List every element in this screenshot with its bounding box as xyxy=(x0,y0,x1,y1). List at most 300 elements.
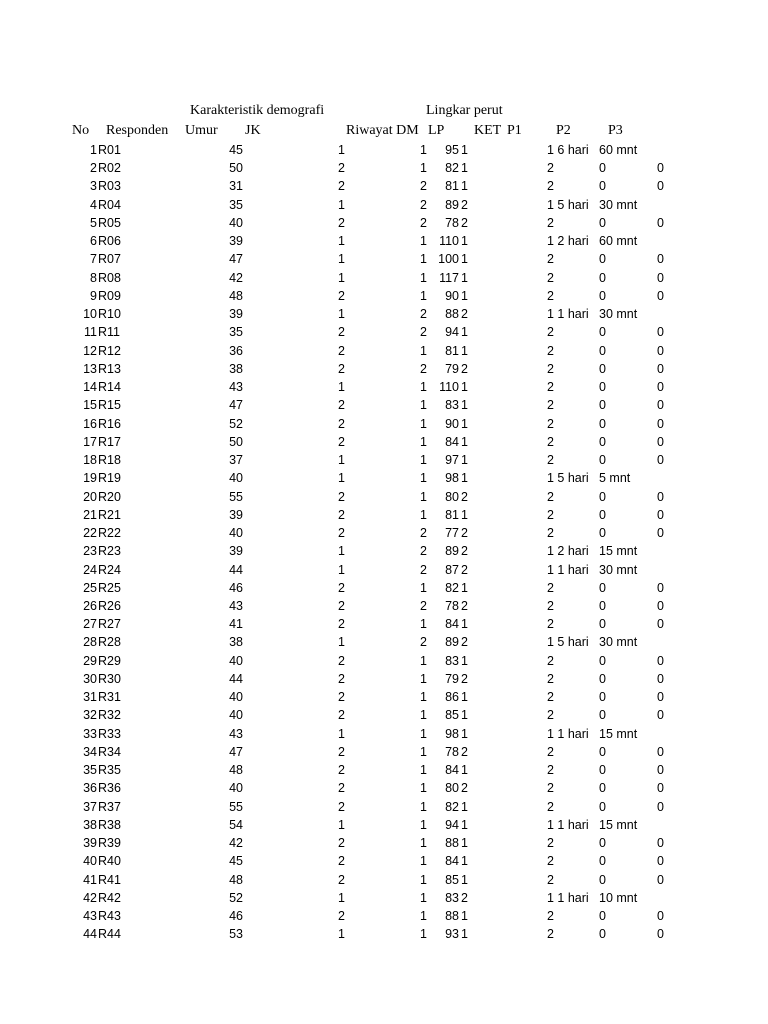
row-number: 23 xyxy=(83,544,97,559)
p1-value: 2 xyxy=(547,690,554,705)
table-row xyxy=(0,159,768,177)
ket-value: 1 xyxy=(461,690,468,705)
row-number: 18 xyxy=(83,453,97,468)
umur-value: 44 xyxy=(229,671,243,686)
p3-value: 0 xyxy=(657,252,664,267)
p1-value: 2 xyxy=(547,398,554,413)
jk-value: 1 xyxy=(338,562,345,577)
respondent-id: R06 xyxy=(98,234,121,249)
lp-value: 88 xyxy=(445,909,459,924)
respondent-id: R07 xyxy=(98,252,121,267)
table-row xyxy=(0,415,768,433)
ket-value: 2 xyxy=(461,526,468,541)
lp-value: 89 xyxy=(445,197,459,212)
p1-value: 2 xyxy=(547,580,554,595)
row-number: 44 xyxy=(83,927,97,942)
header-p1: P1 xyxy=(507,123,522,138)
table-row xyxy=(0,469,768,487)
riwayat-dm-value: 1 xyxy=(420,617,427,632)
ket-value: 1 xyxy=(461,471,468,486)
respondent-id: R37 xyxy=(98,799,121,814)
riwayat-dm-value: 1 xyxy=(420,453,427,468)
table-row xyxy=(0,816,768,834)
lp-value: 81 xyxy=(445,343,459,358)
jk-value: 2 xyxy=(338,398,345,413)
p2-value: 60 mnt xyxy=(599,143,638,157)
umur-value: 46 xyxy=(229,909,243,924)
p2-value: 0 xyxy=(599,671,606,686)
riwayat-dm-value: 1 xyxy=(420,270,427,285)
p2-value: 0 xyxy=(599,489,606,504)
jk-value: 1 xyxy=(338,270,345,285)
p1-value: 2 xyxy=(547,489,554,504)
lp-value: 88 xyxy=(445,836,459,851)
jk-value: 2 xyxy=(338,416,345,431)
row-number: 19 xyxy=(83,471,97,486)
jk-value: 2 xyxy=(338,836,345,851)
p3-value: 0 xyxy=(657,671,664,686)
p1-value: 2 xyxy=(547,927,554,942)
riwayat-dm-value: 1 xyxy=(420,489,427,504)
jk-value: 2 xyxy=(338,781,345,796)
row-number: 36 xyxy=(83,781,97,796)
jk-value: 2 xyxy=(338,580,345,595)
riwayat-dm-value: 1 xyxy=(420,671,427,686)
table-row xyxy=(0,561,768,579)
p2-value: 0 xyxy=(599,453,606,468)
umur-value: 35 xyxy=(229,197,243,212)
p1-value: 1 1 hari xyxy=(547,562,589,577)
table-row xyxy=(0,269,768,287)
p2-value: 0 xyxy=(599,744,606,759)
p1-value: 2 xyxy=(547,799,554,814)
table-row xyxy=(0,360,768,378)
row-number: 8 xyxy=(90,270,97,285)
p2-value: 0 xyxy=(599,416,606,431)
ket-value: 2 xyxy=(461,544,468,559)
table-row xyxy=(0,141,768,159)
lp-value: 83 xyxy=(445,890,459,905)
riwayat-dm-value: 2 xyxy=(420,544,427,559)
ket-value: 1 xyxy=(461,179,468,194)
riwayat-dm-value: 1 xyxy=(420,817,427,832)
umur-value: 50 xyxy=(229,434,243,449)
p3-value: 0 xyxy=(657,398,664,413)
umur-value: 31 xyxy=(229,179,243,194)
p2-value: 30 mnt xyxy=(599,562,638,577)
umur-value: 41 xyxy=(229,617,243,632)
ket-value: 1 xyxy=(461,434,468,449)
table-row xyxy=(0,652,768,670)
ket-value: 1 xyxy=(461,836,468,851)
table-row xyxy=(0,834,768,852)
umur-value: 39 xyxy=(229,544,243,559)
row-number: 38 xyxy=(83,817,97,832)
header-lingkar-perut: Lingkar perut xyxy=(426,103,503,118)
row-number: 11 xyxy=(84,325,97,340)
p3-value: 0 xyxy=(657,507,664,522)
ket-value: 1 xyxy=(461,380,468,395)
jk-value: 2 xyxy=(338,179,345,194)
p3-value: 0 xyxy=(657,763,664,778)
umur-value: 36 xyxy=(229,343,243,358)
p2-value: 0 xyxy=(599,526,606,541)
lp-value: 94 xyxy=(445,325,459,340)
riwayat-dm-value: 1 xyxy=(420,143,427,157)
respondent-id: R29 xyxy=(98,653,121,668)
p2-value: 60 mnt xyxy=(599,234,638,249)
table-row xyxy=(0,250,768,268)
p1-value: 2 xyxy=(547,708,554,723)
p1-value: 2 xyxy=(547,671,554,686)
p3-value: 0 xyxy=(657,690,664,705)
p1-value: 2 xyxy=(547,599,554,613)
umur-value: 52 xyxy=(229,890,243,905)
lp-value: 93 xyxy=(445,927,459,942)
umur-value: 40 xyxy=(229,471,243,486)
ket-value: 2 xyxy=(461,781,468,796)
row-number: 5 xyxy=(90,215,97,230)
respondent-id: R03 xyxy=(98,179,121,194)
table-row xyxy=(0,196,768,214)
p2-value: 0 xyxy=(599,763,606,778)
respondent-id: R05 xyxy=(98,215,121,230)
header-p3: P3 xyxy=(608,123,623,138)
lp-value: 90 xyxy=(445,416,459,431)
riwayat-dm-value: 1 xyxy=(420,288,427,303)
jk-value: 1 xyxy=(338,927,345,942)
ket-value: 2 xyxy=(461,890,468,905)
p1-value: 2 xyxy=(547,215,554,230)
ket-value: 1 xyxy=(461,817,468,832)
jk-value: 2 xyxy=(338,872,345,887)
table-row xyxy=(0,488,768,506)
umur-value: 39 xyxy=(229,507,243,522)
riwayat-dm-value: 1 xyxy=(420,507,427,522)
row-number: 20 xyxy=(83,489,97,504)
respondent-id: R19 xyxy=(98,471,121,486)
p1-value: 2 xyxy=(547,507,554,522)
p3-value: 0 xyxy=(657,343,664,358)
p2-value: 0 xyxy=(599,398,606,413)
p3-value: 0 xyxy=(657,708,664,723)
p2-value: 0 xyxy=(599,927,606,942)
jk-value: 1 xyxy=(338,817,345,832)
p3-value: 0 xyxy=(657,489,664,504)
ket-value: 1 xyxy=(461,507,468,522)
jk-value: 2 xyxy=(338,744,345,759)
umur-value: 52 xyxy=(229,416,243,431)
p1-value: 2 xyxy=(547,526,554,541)
row-number: 26 xyxy=(83,599,97,613)
respondent-id: R15 xyxy=(98,398,121,413)
jk-value: 2 xyxy=(338,690,345,705)
p2-value: 0 xyxy=(599,872,606,887)
riwayat-dm-value: 1 xyxy=(420,653,427,668)
row-number: 29 xyxy=(83,653,97,668)
jk-value: 1 xyxy=(338,307,345,322)
p1-value: 2 xyxy=(547,744,554,759)
ket-value: 1 xyxy=(461,288,468,303)
umur-value: 39 xyxy=(229,234,243,249)
riwayat-dm-value: 1 xyxy=(420,872,427,887)
lp-value: 80 xyxy=(445,489,459,504)
p3-value: 0 xyxy=(657,836,664,851)
lp-value: 84 xyxy=(445,763,459,778)
table-row xyxy=(0,305,768,323)
ket-value: 1 xyxy=(461,653,468,668)
lp-value: 81 xyxy=(445,179,459,194)
riwayat-dm-value: 2 xyxy=(420,197,427,212)
respondent-id: R41 xyxy=(98,872,121,887)
row-number: 16 xyxy=(83,416,97,431)
p2-value: 30 mnt xyxy=(599,197,638,212)
riwayat-dm-value: 2 xyxy=(420,215,427,230)
jk-value: 1 xyxy=(338,453,345,468)
riwayat-dm-value: 1 xyxy=(420,380,427,395)
respondent-id: R27 xyxy=(98,617,121,632)
umur-value: 53 xyxy=(229,927,243,942)
lp-value: 85 xyxy=(445,872,459,887)
respondent-id: R08 xyxy=(98,270,121,285)
table-row xyxy=(0,743,768,761)
table-row xyxy=(0,615,768,633)
respondent-id: R20 xyxy=(98,489,121,504)
jk-value: 1 xyxy=(338,726,345,741)
jk-value: 1 xyxy=(338,234,345,249)
table-row xyxy=(0,177,768,195)
p1-value: 2 xyxy=(547,343,554,358)
umur-value: 39 xyxy=(229,307,243,322)
umur-value: 48 xyxy=(229,872,243,887)
umur-value: 48 xyxy=(229,763,243,778)
lp-value: 84 xyxy=(445,434,459,449)
p1-value: 1 5 hari xyxy=(547,635,589,650)
p2-value: 0 xyxy=(599,325,606,340)
row-number: 10 xyxy=(83,307,97,322)
p1-value: 1 2 hari xyxy=(547,544,589,559)
ket-value: 2 xyxy=(461,489,468,504)
ket-value: 1 xyxy=(461,234,468,249)
respondent-id: R21 xyxy=(98,507,121,522)
ket-value: 1 xyxy=(461,270,468,285)
umur-value: 47 xyxy=(229,744,243,759)
p2-value: 0 xyxy=(599,161,606,176)
ket-value: 2 xyxy=(461,671,468,686)
row-number: 1 xyxy=(90,143,97,157)
respondent-id: R25 xyxy=(98,580,121,595)
ket-value: 1 xyxy=(461,325,468,340)
p2-value: 0 xyxy=(599,434,606,449)
p1-value: 1 5 hari xyxy=(547,471,589,486)
lp-value: 82 xyxy=(445,580,459,595)
row-number: 42 xyxy=(83,890,97,905)
p1-value: 2 xyxy=(547,653,554,668)
ket-value: 1 xyxy=(461,252,468,267)
umur-value: 40 xyxy=(229,708,243,723)
header-riwayat-dm: Riwayat DM xyxy=(346,123,419,138)
lp-value: 89 xyxy=(445,544,459,559)
table-row xyxy=(0,670,768,688)
p3-value: 0 xyxy=(657,215,664,230)
header-jk: JK xyxy=(245,123,261,138)
riwayat-dm-value: 1 xyxy=(420,252,427,267)
ket-value: 1 xyxy=(461,854,468,869)
p2-value: 0 xyxy=(599,507,606,522)
riwayat-dm-value: 1 xyxy=(420,836,427,851)
riwayat-dm-value: 1 xyxy=(420,234,427,249)
lp-value: 100 xyxy=(438,252,459,267)
jk-value: 2 xyxy=(338,763,345,778)
p1-value: 2 xyxy=(547,361,554,376)
ket-value: 1 xyxy=(461,909,468,924)
jk-value: 1 xyxy=(338,890,345,905)
riwayat-dm-value: 2 xyxy=(420,599,427,613)
row-number: 15 xyxy=(83,398,97,413)
riwayat-dm-value: 1 xyxy=(420,580,427,595)
riwayat-dm-value: 1 xyxy=(420,398,427,413)
jk-value: 2 xyxy=(338,288,345,303)
p1-value: 1 6 hari xyxy=(547,143,589,157)
row-number: 27 xyxy=(83,617,97,632)
row-number: 35 xyxy=(83,763,97,778)
umur-value: 47 xyxy=(229,398,243,413)
header-karakteristik-demografi: Karakteristik demografi xyxy=(190,103,325,118)
respondent-id: R26 xyxy=(98,599,121,613)
p3-value: 0 xyxy=(657,781,664,796)
riwayat-dm-value: 1 xyxy=(420,799,427,814)
ket-value: 1 xyxy=(461,453,468,468)
umur-value: 38 xyxy=(229,361,243,376)
respondent-id: R43 xyxy=(98,909,121,924)
respondent-id: R39 xyxy=(98,836,121,851)
riwayat-dm-value: 2 xyxy=(420,635,427,650)
p1-value: 1 1 hari xyxy=(547,307,589,322)
jk-value: 2 xyxy=(338,507,345,522)
jk-value: 1 xyxy=(338,143,345,157)
lp-value: 82 xyxy=(445,799,459,814)
umur-value: 47 xyxy=(229,252,243,267)
row-number: 28 xyxy=(83,635,97,650)
umur-value: 45 xyxy=(229,854,243,869)
jk-value: 1 xyxy=(338,197,345,212)
header-umur: Umur xyxy=(185,123,218,138)
lp-value: 87 xyxy=(445,562,459,577)
umur-value: 42 xyxy=(229,270,243,285)
row-number: 40 xyxy=(83,854,97,869)
header-lp: LP xyxy=(428,123,445,138)
p1-value: 2 xyxy=(547,781,554,796)
riwayat-dm-value: 1 xyxy=(420,854,427,869)
p3-value: 0 xyxy=(657,453,664,468)
lp-value: 85 xyxy=(445,708,459,723)
table-row xyxy=(0,232,768,250)
lp-value: 83 xyxy=(445,398,459,413)
p1-value: 2 xyxy=(547,252,554,267)
lp-value: 78 xyxy=(445,215,459,230)
umur-value: 43 xyxy=(229,599,243,613)
respondent-id: R40 xyxy=(98,854,121,869)
p3-value: 0 xyxy=(657,434,664,449)
jk-value: 1 xyxy=(338,252,345,267)
ket-value: 2 xyxy=(461,197,468,212)
row-number: 2 xyxy=(90,161,97,176)
respondent-id: R35 xyxy=(98,763,121,778)
riwayat-dm-value: 2 xyxy=(420,179,427,194)
umur-value: 40 xyxy=(229,526,243,541)
riwayat-dm-value: 1 xyxy=(420,726,427,741)
jk-value: 1 xyxy=(338,380,345,395)
row-number: 14 xyxy=(83,380,97,395)
jk-value: 2 xyxy=(338,434,345,449)
p1-value: 2 xyxy=(547,763,554,778)
respondent-id: R02 xyxy=(98,161,121,176)
row-number: 9 xyxy=(90,288,97,303)
umur-value: 43 xyxy=(229,726,243,741)
row-number: 7 xyxy=(90,252,97,267)
riwayat-dm-value: 2 xyxy=(420,325,427,340)
respondent-id: R16 xyxy=(98,416,121,431)
umur-value: 43 xyxy=(229,380,243,395)
p3-value: 0 xyxy=(657,599,664,613)
riwayat-dm-value: 1 xyxy=(420,471,427,486)
row-number: 39 xyxy=(83,836,97,851)
p2-value: 0 xyxy=(599,909,606,924)
p1-value: 1 1 hari xyxy=(547,817,589,832)
p3-value: 0 xyxy=(657,380,664,395)
riwayat-dm-value: 1 xyxy=(420,343,427,358)
ket-value: 1 xyxy=(461,580,468,595)
respondent-id: R32 xyxy=(98,708,121,723)
header-p2: P2 xyxy=(556,123,571,138)
jk-value: 2 xyxy=(338,215,345,230)
p2-value: 0 xyxy=(599,215,606,230)
riwayat-dm-value: 2 xyxy=(420,562,427,577)
respondent-id: R01 xyxy=(98,143,121,157)
p3-value: 0 xyxy=(657,325,664,340)
p1-value: 2 xyxy=(547,270,554,285)
row-number: 25 xyxy=(83,580,97,595)
lp-value: 97 xyxy=(445,453,459,468)
table-row xyxy=(0,597,768,615)
umur-value: 55 xyxy=(229,489,243,504)
lp-value: 90 xyxy=(445,288,459,303)
riwayat-dm-value: 2 xyxy=(420,307,427,322)
umur-value: 40 xyxy=(229,653,243,668)
ket-value: 2 xyxy=(461,599,468,613)
ket-value: 1 xyxy=(461,763,468,778)
p2-value: 15 mnt xyxy=(599,726,638,741)
lp-value: 117 xyxy=(439,270,459,285)
table-row xyxy=(0,798,768,816)
p1-value: 2 xyxy=(547,161,554,176)
ket-value: 2 xyxy=(461,215,468,230)
lp-value: 110 xyxy=(439,380,459,395)
jk-value: 2 xyxy=(338,708,345,723)
ket-value: 1 xyxy=(461,726,468,741)
header-ket: KET xyxy=(474,123,502,138)
respondent-id: R36 xyxy=(98,781,121,796)
umur-value: 46 xyxy=(229,580,243,595)
riwayat-dm-value: 1 xyxy=(420,708,427,723)
ket-value: 1 xyxy=(461,143,468,157)
p1-value: 2 xyxy=(547,416,554,431)
table-row xyxy=(0,378,768,396)
row-number: 41 xyxy=(83,872,97,887)
p2-value: 30 mnt xyxy=(599,635,638,650)
riwayat-dm-value: 1 xyxy=(420,434,427,449)
p3-value: 0 xyxy=(657,927,664,942)
